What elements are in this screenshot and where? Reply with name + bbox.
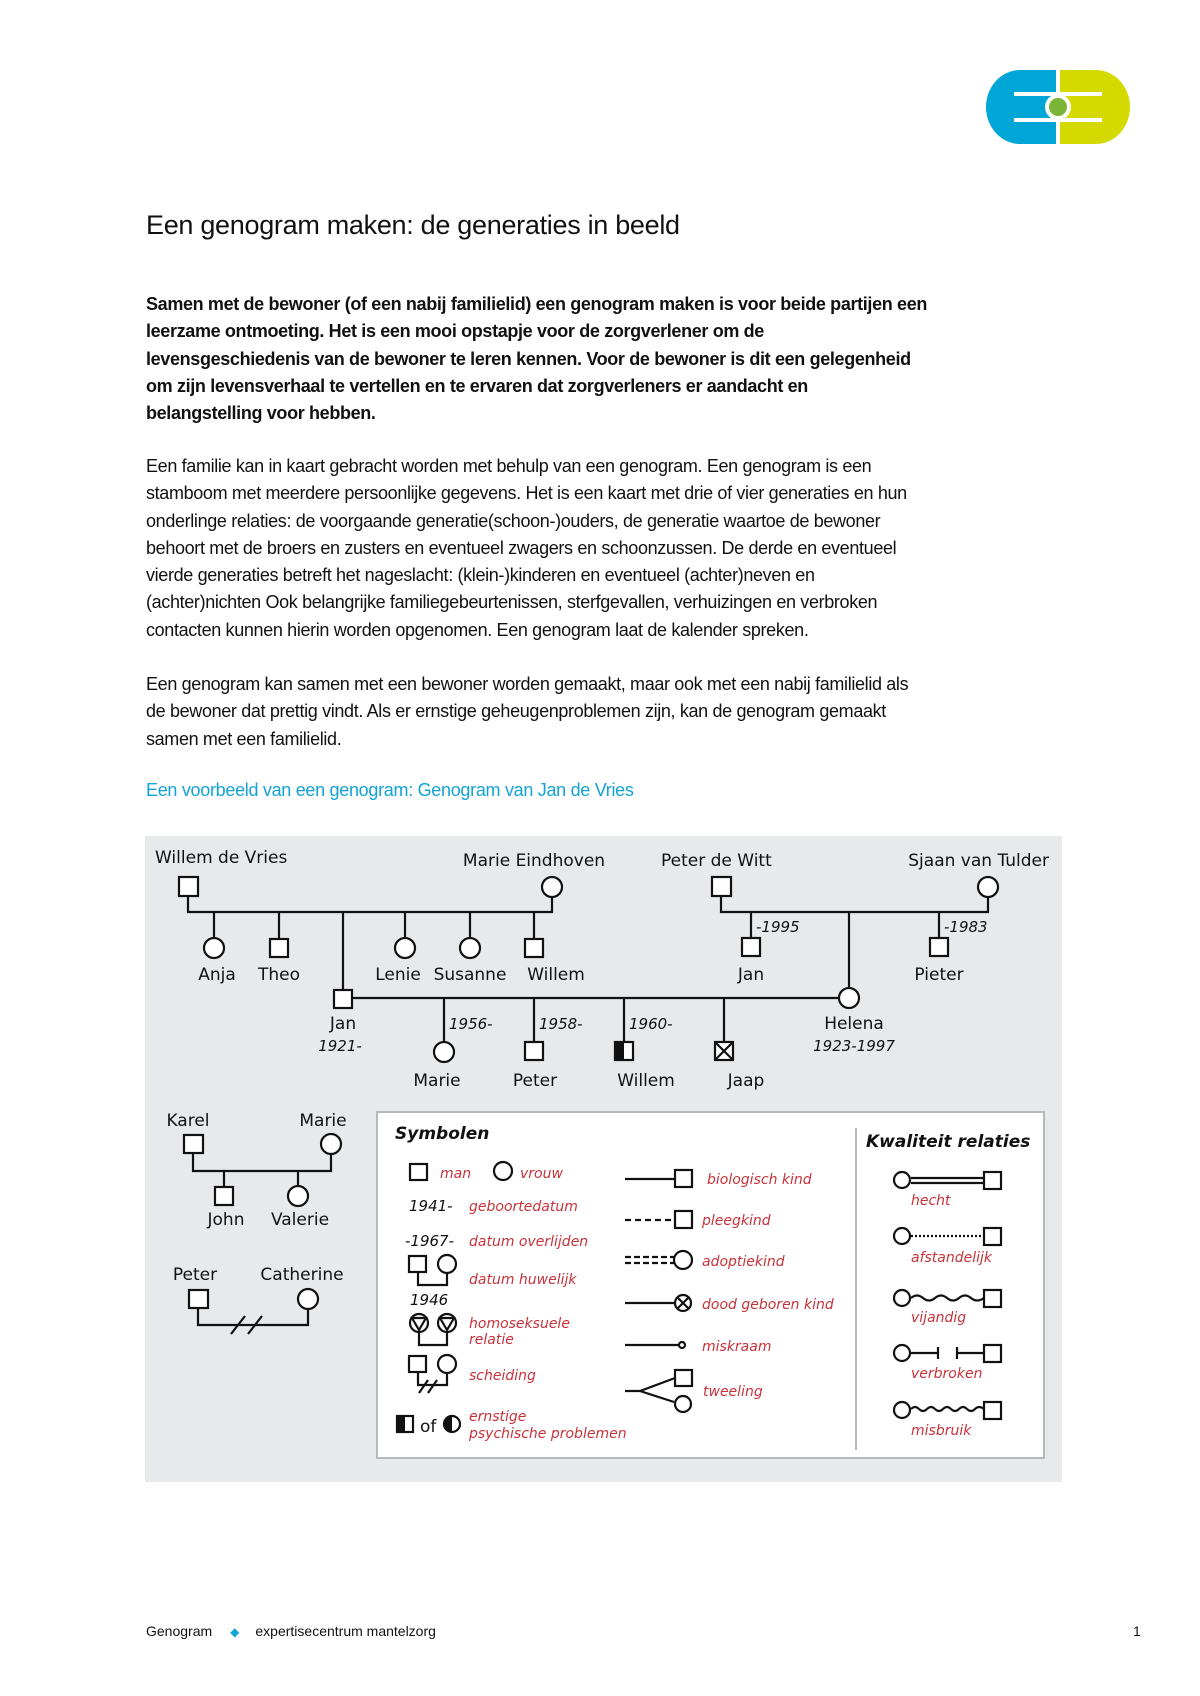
person-label: Willem	[617, 1071, 675, 1091]
life-dates: 1923-1997	[813, 1037, 895, 1055]
female-symbol	[288, 1186, 308, 1206]
birth-date: 1958-	[539, 1015, 583, 1033]
male-symbol	[930, 938, 948, 956]
text-line: om zijn levensverhaal te vertellen en te ervaren dat zorgverleners er aandacht en	[146, 375, 808, 396]
person-label: Pieter	[914, 965, 964, 985]
legend-example: 1941-	[409, 1197, 453, 1215]
text-line: vierde generaties betreft het nageslacht: (klein-)kinderen en eventueel (achter)neven en	[146, 565, 815, 586]
legend-label: ernstige	[469, 1409, 527, 1425]
legend-title: Kwaliteit relaties	[866, 1132, 1031, 1152]
person-label: Jan	[737, 965, 765, 985]
male-symbol	[410, 1164, 427, 1180]
legend-label: afstandelijk	[911, 1250, 993, 1266]
female-symbol	[321, 1134, 341, 1154]
female-symbol	[395, 938, 415, 958]
text-line: Een genogram kan samen met een bewoner worden gemaakt, maar ook met een nabij familielid als	[146, 674, 909, 694]
female-symbol	[298, 1289, 318, 1309]
legend-label: man	[440, 1166, 472, 1182]
person-label: Sjaan van Tulder	[908, 851, 1049, 871]
legend-label: datum overlijden	[469, 1234, 589, 1250]
female-symbol	[542, 877, 562, 897]
legend-label: datum huwelijk	[469, 1272, 577, 1288]
legend-label: adoptiekind	[702, 1254, 785, 1270]
birth-date: 1960-	[629, 1015, 673, 1033]
female-symbol	[494, 1162, 512, 1180]
person-label: Willem	[527, 965, 585, 985]
person-label: Marie	[299, 1111, 347, 1131]
female-symbol	[839, 988, 859, 1008]
male-symbol	[189, 1290, 208, 1308]
legend-example: -1967-	[405, 1232, 454, 1250]
legend-label: dood geboren kind	[702, 1297, 834, 1313]
female-symbol	[460, 938, 480, 958]
male-symbol	[525, 939, 543, 957]
text-line: leerzame ontmoeting. Het is een mooi opstapje voor de zorgverlener om de	[146, 321, 764, 342]
female-symbol	[978, 877, 998, 897]
example-heading: Een voorbeeld van een genogram: Genogram van Jan de Vries	[146, 780, 634, 800]
bullet-icon: ◆	[230, 1625, 240, 1639]
text-line: onderlinge relaties: de voorgaande generatie(schoon-)ouders, de generatie waartoe de bewoner	[146, 510, 881, 531]
legend-label: hecht	[911, 1193, 951, 1209]
page-title: Een genogram maken: de generaties in beeld	[146, 210, 680, 240]
person-label: Helena	[824, 1014, 884, 1034]
legend-label: miskraam	[702, 1339, 772, 1355]
legend-label: pleegkind	[702, 1213, 771, 1229]
legend-example: of	[420, 1417, 437, 1437]
person-label: Theo	[257, 965, 301, 985]
female-symbol	[204, 938, 224, 958]
legend-label: scheiding	[469, 1368, 536, 1384]
person-label: Karel	[166, 1111, 210, 1131]
person-label: Lenie	[375, 965, 421, 985]
legend-label: biologisch kind	[707, 1172, 812, 1188]
page-number: 1	[1133, 1623, 1141, 1639]
legend-label: relatie	[469, 1332, 514, 1348]
legend-label: misbruik	[911, 1423, 972, 1439]
person-label: Catherine	[260, 1265, 344, 1285]
person-label: Marie Eindhoven	[462, 851, 606, 871]
person-label: Jan	[329, 1014, 357, 1034]
footer	[146, 1623, 436, 1639]
legend-example: 1946	[410, 1291, 449, 1309]
text-line: contacten kunnen hierin worden opgenomen. Een genogram laat de kalender spreken.	[146, 619, 809, 640]
legend-title: Symbolen	[395, 1124, 490, 1144]
text-line: stamboom met meerdere persoonlijke gegevens. Het is een kaart met drie of vier generaties en hun	[146, 483, 907, 504]
text-line: belangstelling voor hebben.	[146, 403, 376, 424]
male-symbol	[184, 1135, 203, 1153]
male-symbol	[215, 1187, 233, 1205]
male-symbol	[270, 939, 288, 957]
legend-label: verbroken	[911, 1366, 983, 1382]
birth-date: 1956-	[449, 1015, 493, 1033]
life-dates: 1921-	[318, 1037, 362, 1055]
legend-label: geboortedatum	[469, 1199, 578, 1215]
legend-label: vrouw	[520, 1166, 563, 1182]
person-label: Peter	[172, 1265, 218, 1285]
text-line: Samen met de bewoner (of een nabij familielid) een genogram maken is voor beide partijen een	[146, 294, 928, 314]
person-label: Valerie	[270, 1210, 330, 1230]
person-label: Peter de Witt	[661, 851, 772, 871]
legend-label: homoseksuele	[469, 1316, 570, 1332]
person-label: Anja	[198, 965, 236, 985]
male-symbol	[712, 877, 731, 896]
death-date: -1995	[756, 918, 800, 936]
person-label: John	[207, 1210, 245, 1230]
person-label: Peter	[512, 1071, 558, 1091]
legend-label: vijandig	[911, 1310, 967, 1326]
male-symbol	[742, 938, 760, 956]
male-symbol	[334, 990, 352, 1008]
text-line: samen met een familielid.	[146, 728, 342, 749]
footer-doc-name: Genogram	[146, 1623, 213, 1639]
person-label: Jaap	[727, 1071, 765, 1091]
text-line: de bewoner dat prettig vindt. Als er ernstige geheugenproblemen zijn, kan de genogram gemaakt	[146, 701, 886, 722]
male-symbol	[525, 1042, 543, 1060]
text-line: (achter)nichten Ook belangrijke familiegebeurtenissen, sterfgevallen, verhuizingen en verbroken	[146, 592, 878, 613]
text-line: levensgeschiedenis van de bewoner te leren kennen. Voor de bewoner is dit een gelegenheid	[146, 348, 911, 369]
text-line: behoort met de broers en zusters en eventueel zwagers en schoonzussen. De derde en eventueel	[146, 537, 897, 558]
legend	[377, 1112, 1044, 1458]
person-label: Marie	[413, 1071, 461, 1091]
male-symbol	[179, 877, 198, 896]
footer-org: expertisecentrum mantelzorg	[255, 1623, 436, 1639]
female-symbol	[434, 1042, 454, 1062]
person-label: Susanne	[433, 965, 507, 985]
legend-label: psychische problemen	[469, 1426, 627, 1442]
death-date: -1983	[944, 918, 988, 936]
legend-label: tweeling	[703, 1384, 763, 1400]
person-label: Willem de Vries	[155, 848, 288, 868]
text-line: Een familie kan in kaart gebracht worden met behulp van een genogram. Een genogram is een	[146, 456, 872, 476]
